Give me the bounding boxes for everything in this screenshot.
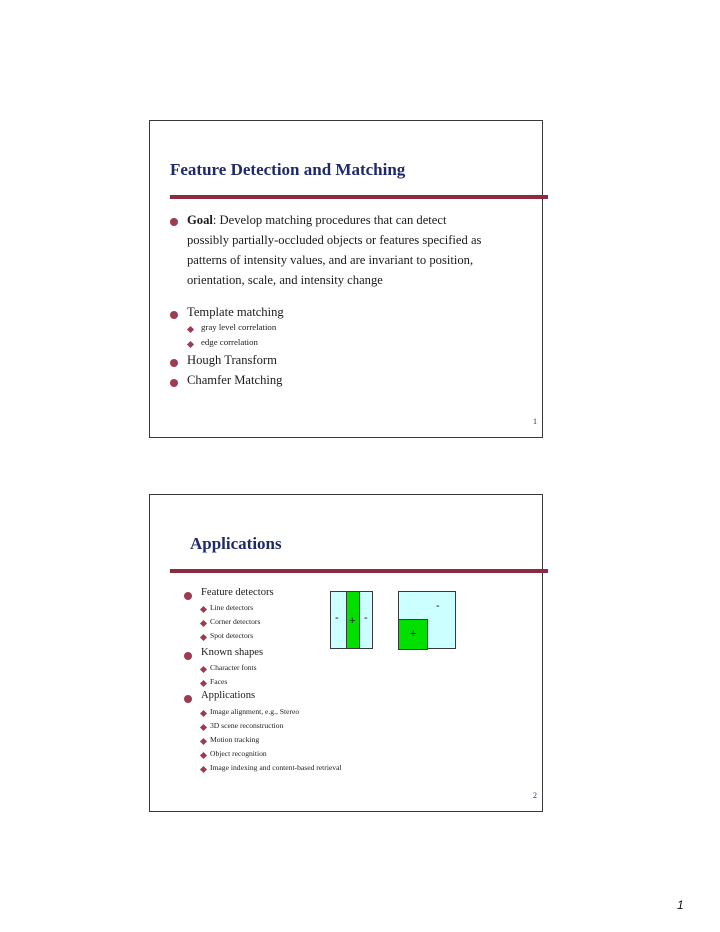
bullet-icon	[170, 359, 178, 367]
slide-page-number: 1	[533, 417, 537, 426]
bullet-known-shapes: Known shapes	[201, 647, 264, 658]
title-divider	[170, 569, 548, 573]
sub-bullet-icon	[200, 606, 207, 613]
sub-bullet-recognition: Object recognition	[210, 749, 267, 758]
sub-bullet-icon	[200, 666, 207, 673]
bullet-icon	[170, 379, 178, 387]
bullet-icon	[184, 695, 192, 703]
sub-bullet-icon	[200, 680, 207, 687]
sub-bullet-line: Line detectors	[210, 603, 254, 612]
corner-detector-inner-sign: +	[410, 628, 417, 640]
sub-bullet-icon	[200, 620, 207, 627]
sub-bullet-icon	[200, 752, 207, 759]
line-detector-right-sign: -	[364, 612, 368, 624]
goal-line-2: possibly partially-occluded objects or features specified as	[187, 233, 482, 247]
bullet-chamfer: Chamfer Matching	[187, 373, 283, 387]
line-detector-diagram	[330, 591, 373, 649]
bullet-icon	[184, 592, 192, 600]
sub-bullet-icon	[200, 738, 207, 745]
slide-2	[149, 494, 543, 812]
bullet-feature-detectors: Feature detectors	[201, 587, 274, 598]
bullet-applications: Applications	[201, 690, 256, 701]
goal-line-1: Goal: Develop matching procedures that can detect	[187, 213, 447, 227]
sub-bullet-spot: Spot detectors	[210, 631, 254, 640]
sub-bullet-fonts: Character fonts	[210, 663, 257, 672]
sub-bullet-motion: Motion tracking	[210, 735, 260, 744]
corner-detector-diagram	[398, 591, 456, 649]
sub-bullet-icon	[200, 766, 207, 773]
line-detector-center-sign: +	[349, 615, 356, 627]
bullet-icon	[170, 311, 178, 319]
bullet-template-matching: Template matching	[187, 305, 284, 319]
goal-line-3: patterns of intensity values, and are invariant to position,	[187, 253, 474, 267]
corner-detector-outer-sign: -	[436, 600, 440, 612]
sub-bullet-icon	[187, 326, 194, 333]
sub-bullet-icon	[187, 341, 194, 348]
sub-bullet-icon	[200, 634, 207, 641]
sub-bullet-3d: 3D scene reconstruction	[210, 721, 284, 730]
sub-bullet-edge: edge correlation	[201, 337, 258, 347]
slide-page-number: 2	[533, 791, 537, 800]
slide-title: Applications	[190, 534, 282, 553]
sub-bullet-gray-level: gray level correlation	[201, 322, 277, 332]
sub-bullet-icon	[200, 710, 207, 717]
sub-bullet-corner: Corner detectors	[210, 617, 261, 626]
bullet-icon	[170, 218, 178, 226]
goal-label: Goal	[187, 213, 213, 227]
sub-bullet-faces: Faces	[210, 677, 228, 686]
page-number: 1	[677, 898, 684, 912]
sub-bullet-indexing: Image indexing and content-based retrieval	[210, 763, 342, 772]
sub-bullet-icon	[200, 724, 207, 731]
slide-1	[149, 120, 543, 438]
sub-bullet-alignment: Image alignment, e.g., Stereo	[210, 707, 300, 716]
slide-title: Feature Detection and Matching	[170, 160, 406, 179]
title-divider	[170, 195, 548, 199]
goal-line-4: orientation, scale, and intensity change	[187, 273, 383, 287]
bullet-icon	[184, 652, 192, 660]
bullet-hough: Hough Transform	[187, 353, 277, 367]
line-detector-left-sign: -	[335, 612, 339, 624]
